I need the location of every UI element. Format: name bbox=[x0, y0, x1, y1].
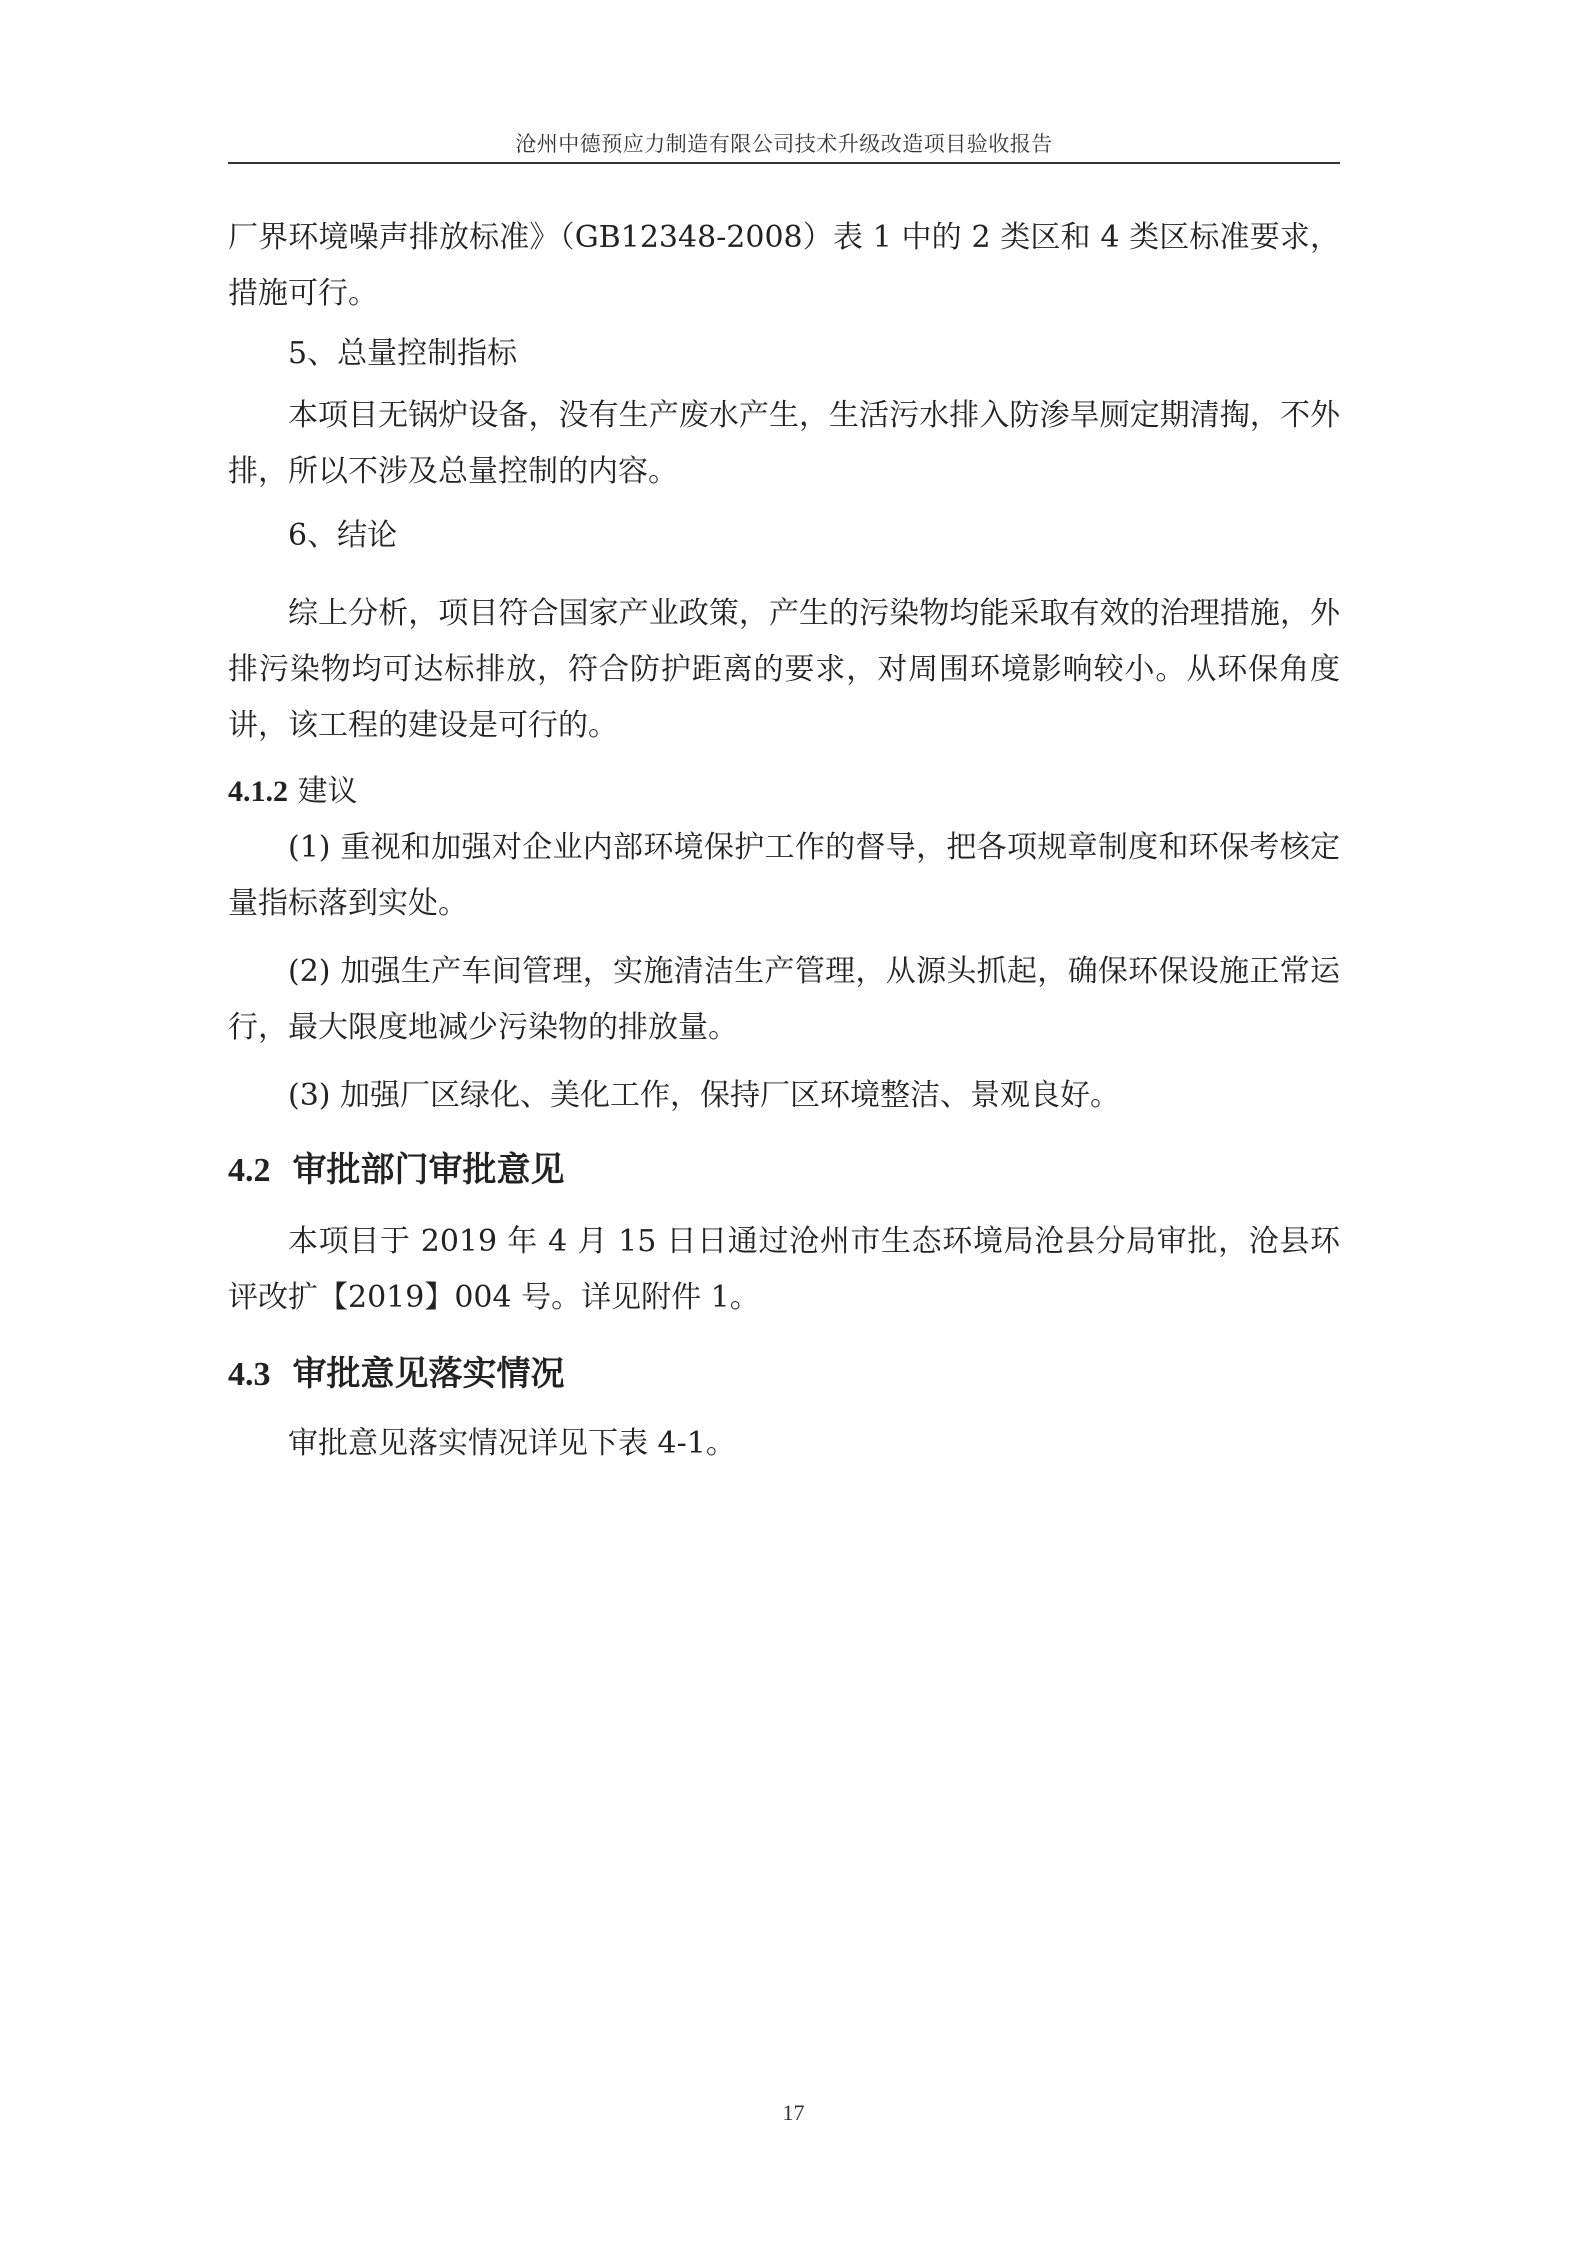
approval-paragraph: 本项目于 2019 年 4 月 15 日日通过沧州市生态环境局沧县分局审批，沧县环评改扩【2019】004 号。详见附件 1。 bbox=[228, 1224, 1340, 1315]
total-control-paragraph: 本项目无锅炉设备，没有生产废水产生，生活污水排入防渗旱厕定期清掏，不外排，所以不涉及总量控制的内容。 bbox=[228, 398, 1340, 489]
subsection-5-title: 5、总量控制指标 bbox=[288, 336, 518, 371]
subsection-6-title: 6、结论 bbox=[288, 518, 398, 553]
section-title: 建议 bbox=[297, 774, 358, 809]
section-number: 4.2 bbox=[228, 1152, 271, 1189]
noise-standard-paragraph: 厂界环境噪声排放标准》（GB12348-2008）表 1 中的 2 类区和 4 类区标准要求，措施可行。 bbox=[228, 220, 1340, 311]
section-title: 审批意见落实情况 bbox=[292, 1354, 565, 1394]
suggestion-1: (1) 重视和加强对企业内部环境保护工作的督导，把各项规章制度和环保考核定量指标落到实处。 bbox=[228, 830, 1340, 921]
section-title: 审批部门审批意见 bbox=[292, 1150, 565, 1190]
section-4-1-2-heading bbox=[228, 772, 358, 812]
section-4-3-heading bbox=[228, 1352, 565, 1397]
suggestion-3: (3) 加强厂区绿化、美化工作，保持厂区环境整洁、景观良好。 bbox=[288, 1078, 1121, 1113]
section-number: 4.3 bbox=[228, 1356, 271, 1393]
page-number: 17 bbox=[782, 2100, 805, 2125]
conclusion-paragraph: 综上分析，项目符合国家产业政策，产生的污染物均能采取有效的治理措施，外排污染物均可达标排放，符合防护距离的要求，对周围环境影响较小。从环保角度讲，该工程的建设是可行的。 bbox=[228, 596, 1340, 743]
document-header-title: 沧州中德预应力制造有限公司技术升级改造项目验收报告 bbox=[515, 132, 1053, 156]
section-4-2-heading bbox=[228, 1148, 565, 1193]
implementation-paragraph: 审批意见落实情况详见下表 4-1。 bbox=[288, 1426, 736, 1461]
suggestion-2: (2) 加强生产车间管理，实施清洁生产管理，从源头抓起，确保环保设施正常运行，最大限度地减少污染物的排放量。 bbox=[228, 954, 1340, 1045]
section-number: 4.1.2 bbox=[228, 775, 288, 808]
header-divider bbox=[228, 162, 1340, 164]
